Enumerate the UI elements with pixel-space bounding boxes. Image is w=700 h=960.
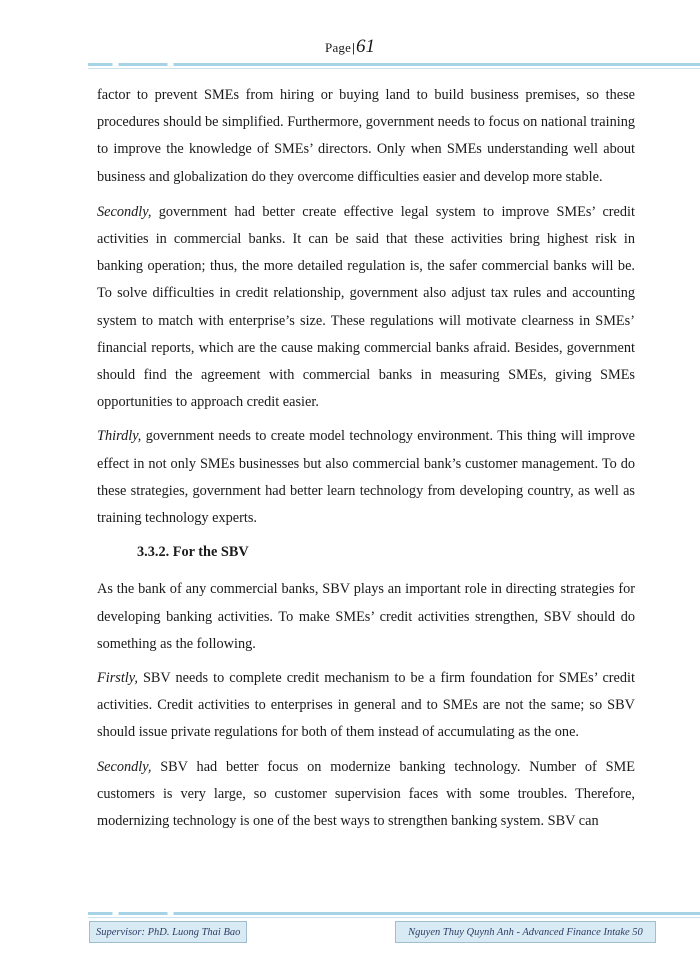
- paragraph-2-lead: Secondly,: [97, 203, 152, 220]
- footer-rule-thin: [88, 917, 700, 918]
- paragraph-5-lead: Firstly,: [97, 670, 138, 687]
- footer-author: Nguyen Thuy Quynh Anh - Advanced Finance Intake 50: [395, 921, 656, 943]
- header-rule: [88, 63, 700, 66]
- page-header: [0, 36, 700, 58]
- paragraph-3: [97, 423, 635, 532]
- paragraph-3-text: government needs to create model technology environment. This thing will improve effect in not only SMEs businesses but also commercial bank’s customer management. To do these strategies, government had better learn technology from developing country, as well as training technology experts.: [97, 428, 635, 527]
- document-body: [97, 82, 635, 842]
- paragraph-6-lead: Secondly,: [97, 758, 152, 775]
- paragraph-1: factor to prevent SMEs from hiring or buying land to build business premises, so these procedures should be simplified. Furthermore, government needs to focus on national training to improve the knowledge of SMEs’ directors. Only when SMEs understanding well about business and globalization do they overcome difficulties easier and develop more stable.: [97, 87, 635, 185]
- paragraph-5: [97, 665, 635, 747]
- footer-rule: [88, 912, 700, 915]
- footer-supervisor: Supervisor: PhD. Luong Thai Bao: [89, 921, 247, 943]
- paragraph-4: As the bank of any commercial banks, SBV plays an important role in directing strategies for developing banking activities. To make SMEs’ credit activities strengthen, SBV should do something as the following.: [97, 581, 635, 652]
- paragraph-2-text: government had better create effective legal system to improve SMEs’ credit activities in commercial banks. It can be said that these activities bring highest risk in banking operation; thus, the more detailed regulation is, the safer commercial banks will be. To solve difficulties in credit relationship, government also adjust tax rules and accounting system to match with enterprise’s size. These regulations will motivate clearness in SMEs’ financial reports, which are the cause making commercial banks afraid. Besides, government should find the agreement with commercial banks in measuring SMEs, giving SMEs opportunities to approach credit easier.: [97, 203, 635, 411]
- paragraph-2: [97, 199, 635, 417]
- paragraph-6: [97, 754, 635, 836]
- header-rule-thin: [88, 68, 700, 69]
- page-label: Page: [325, 40, 352, 55]
- paragraph-6-text: SBV had better focus on modernize banking technology. Number of SME customers is very large, so customer supervision faces with some troubles. Therefore, modernizing technology is one of the best ways to strengthen banking system. SBV can: [97, 758, 635, 830]
- page-separator: |: [352, 40, 355, 55]
- page-number: 61: [355, 36, 375, 57]
- paragraph-5-text: SBV needs to complete credit mechanism to be a firm foundation for SMEs’ credit activities. Credit activities to enterprises in general and to SMEs are not the same; so SBV should issue private regulations for both of them instead of accumulating as the one.: [97, 670, 635, 741]
- paragraph-3-lead: Thirdly,: [97, 428, 142, 445]
- section-heading: 3.3.2. For the SBV: [137, 544, 249, 561]
